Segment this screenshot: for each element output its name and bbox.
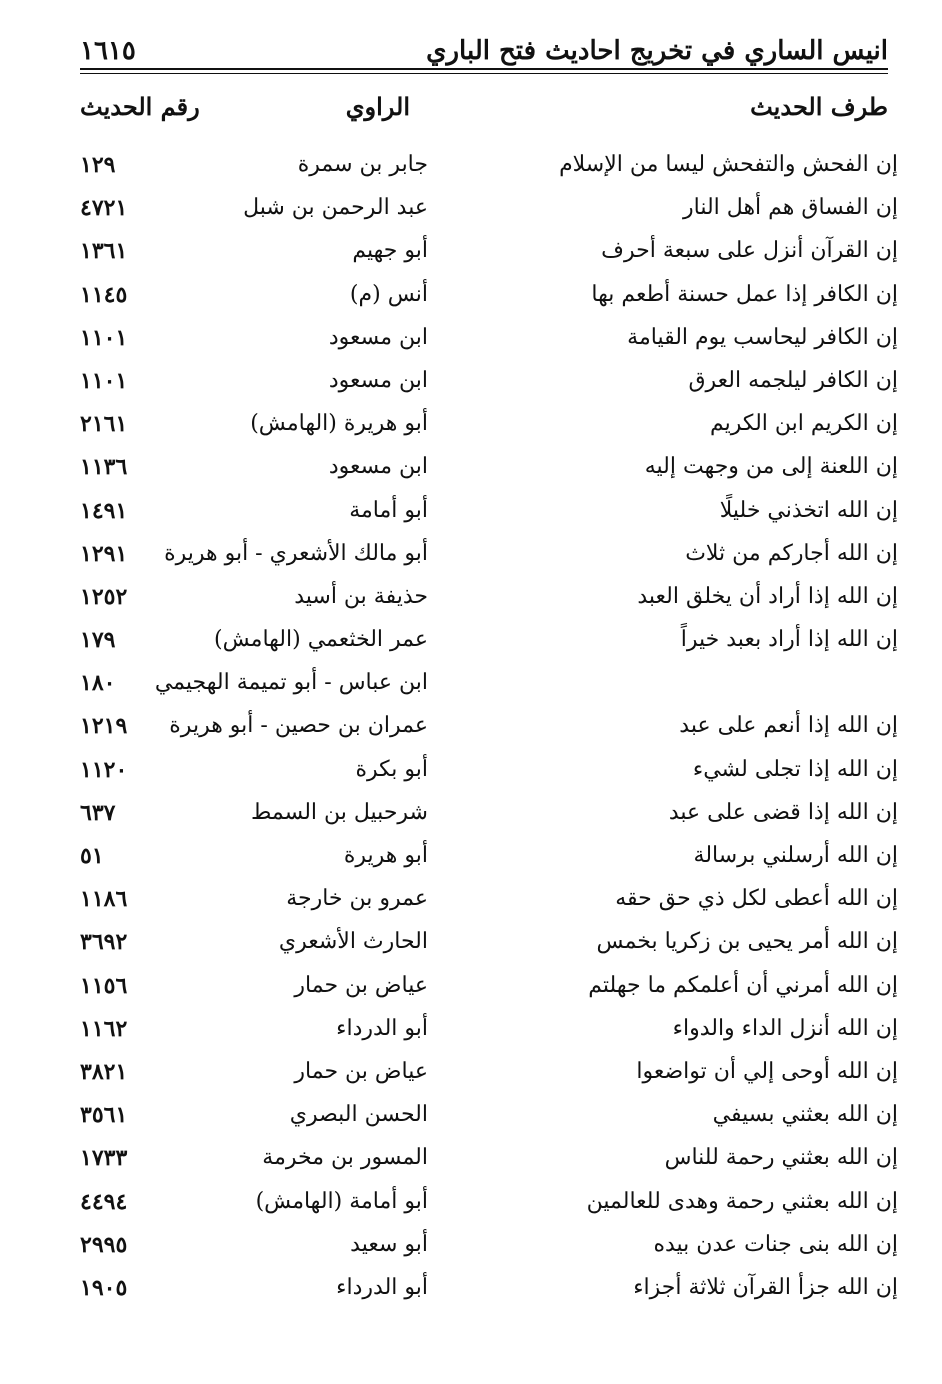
hadith-number: ١٨٠: [80, 670, 116, 697]
hadith-number: ٢٩٩٥: [80, 1231, 128, 1258]
hadith-opening: إن الله أرسلني برسالة: [693, 843, 898, 868]
table-row: [80, 668, 898, 711]
hadith-opening: إن الله إذا أنعم على عبد: [679, 713, 898, 739]
hadith-number: ١١٣٦: [80, 454, 128, 481]
table-row: [80, 323, 898, 366]
hadith-opening: إن اللعنة إلى من وجهت إليه: [644, 454, 898, 480]
table-row: [80, 625, 898, 668]
narrator: ابن مسعود: [328, 454, 428, 480]
hadith-number: ٢١٦١: [80, 411, 128, 438]
hadith-number: ١٢١٩: [80, 713, 128, 740]
narrator: عمران بن حصين - أبو هريرة: [169, 713, 428, 739]
hadith-number: ٦٣٧: [80, 799, 116, 826]
narrator: عمرو بن خارجة: [286, 886, 428, 912]
hadith-number: ١١٨٦: [80, 886, 128, 913]
table-row: [80, 841, 898, 884]
hadith-number: ١٧٩: [80, 627, 116, 654]
hadith-opening: إن الله أوحى إلي أن تواضعوا: [636, 1058, 898, 1084]
narrator: أبو هريرة (الهامش): [250, 411, 428, 437]
hadith-opening: إن الله أمرني أن أعلمكم ما جهلتم: [588, 972, 898, 998]
hadith-opening: إن الله أمر يحيى بن زكريا بخمس: [596, 929, 898, 955]
table-row: [80, 927, 898, 970]
hadith-number: ٣٨٢١: [80, 1058, 128, 1085]
hadith-opening: إن الله إذا تجلى لشيء: [692, 756, 898, 782]
header-rule-thick: [80, 68, 888, 70]
hadith-opening: إن الله إذا أراد أن يخلق العبد: [637, 583, 898, 609]
narrator: أبو الدرداء: [336, 1015, 428, 1041]
narrator: ابن عباس - أبو تميمة الهجيمي: [154, 670, 428, 696]
table-row: [80, 1273, 898, 1316]
table-row: [80, 193, 898, 236]
hadith-opening: إن الكريم ابن الكريم: [710, 411, 898, 437]
hadith-number: ١٢٥٢: [80, 583, 128, 610]
table-row: [80, 1143, 898, 1186]
hadith-opening: إن الله اتخذني خليلًا: [719, 497, 898, 523]
hadith-opening: إن الكافر إذا عمل حسنة أطعم بها: [591, 281, 898, 307]
narrator: ابن مسعود: [328, 367, 428, 393]
narrator: أبو الدرداء: [336, 1274, 428, 1300]
table-row: [80, 452, 898, 495]
table-row: [80, 150, 898, 193]
narrator: الحارث الأشعري: [278, 929, 428, 955]
narrator: أبو أمامة: [349, 497, 428, 523]
narrator: المسور بن مخرمة: [262, 1145, 428, 1171]
table-row: [80, 539, 898, 582]
hadith-number: ٤٤٩٤: [80, 1188, 128, 1215]
hadith-number: ١٩٠٥: [80, 1274, 128, 1301]
hadith-number: ٣٥٦١: [80, 1102, 128, 1129]
hadith-number: ١١٤٥: [80, 281, 128, 308]
narrator: ابن مسعود: [328, 324, 428, 350]
narrator: الحسن البصري: [289, 1102, 428, 1128]
table-row: [80, 1230, 898, 1273]
hadith-opening: إن الله أجاركم من ثلاث: [685, 540, 898, 566]
hadith-number: ١٣٦١: [80, 238, 128, 265]
narrator: عبد الرحمن بن شبل: [243, 195, 428, 221]
narrator: أبو هريرة: [343, 843, 428, 868]
hadith-opening: إن الفساق هم أهل النار: [683, 195, 898, 221]
hadith-opening: إن الله بعثني بسيفي: [712, 1102, 898, 1128]
narrator: أنس (م): [349, 281, 428, 307]
narrator: أبو سعيد: [350, 1231, 428, 1257]
column-header-rawi: الراوي: [345, 92, 410, 121]
table-row: [80, 1100, 898, 1143]
hadith-number: ١٢٩١: [80, 540, 128, 567]
hadith-number: ٥١: [80, 843, 104, 869]
table-row: [80, 884, 898, 927]
page-header: [80, 22, 888, 66]
narrator: عياض بن حمار: [294, 1058, 428, 1084]
column-header-raqm: رقم الحديث: [80, 92, 200, 121]
table-row: [80, 496, 898, 539]
hadith-number: ٤٧٢١: [80, 195, 128, 222]
table-row: [80, 711, 898, 754]
hadith-opening: إن الله أنزل الداء والدواء: [672, 1015, 898, 1041]
hadith-number: ١١٢٠: [80, 756, 128, 783]
hadith-opening: إن الله بنى جنات عدن بيده: [653, 1231, 898, 1257]
hadith-number: ٣٦٩٢: [80, 929, 128, 956]
table-row: [80, 236, 898, 279]
hadith-opening: إن الله إذا قضى على عبد: [668, 799, 898, 825]
hadith-index-table: [80, 150, 898, 1316]
table-row: [80, 582, 898, 625]
hadith-number: ١١٥٦: [80, 972, 128, 999]
hadith-number: ١١٠١: [80, 367, 128, 394]
hadith-number: ١٢٩: [80, 152, 116, 178]
table-row: [80, 366, 898, 409]
narrator: أبو بكرة: [355, 756, 428, 782]
hadith-opening: إن الله إذا أراد بعبد خيراً: [680, 627, 898, 653]
hadith-opening: إن الفحش والتفحش ليسا من الإسلام: [559, 152, 898, 177]
hadith-opening: إن القرآن أنزل على سبعة أحرف: [601, 238, 898, 264]
narrator: حذيفة بن أسيد: [294, 583, 428, 609]
table-row: [80, 755, 898, 798]
narrator: أبو أمامة (الهامش): [255, 1188, 428, 1214]
hadith-opening: إن الكافر ليلجمه العرق: [688, 367, 898, 393]
page-number: ١٦١٥: [80, 36, 136, 66]
column-headers: [80, 92, 888, 132]
narrator: أبو جهيم: [352, 238, 428, 264]
book-title: انيس الساري في تخريج احاديث فتح الباري: [426, 36, 888, 66]
column-header-tarf: طرف الحديث: [750, 92, 888, 121]
hadith-opening: إن الكافر ليحاسب يوم القيامة: [627, 324, 898, 350]
narrator: شرحبيل بن السمط: [250, 799, 428, 825]
table-row: [80, 971, 898, 1014]
hadith-opening: إن الله بعثني رحمة وهدى للعالمين: [586, 1188, 898, 1214]
narrator: أبو مالك الأشعري - أبو هريرة: [164, 540, 428, 566]
table-row: [80, 1014, 898, 1057]
header-rule-thin: [80, 73, 888, 74]
table-row: [80, 409, 898, 452]
table-row: [80, 1057, 898, 1100]
hadith-number: ١١٦٢: [80, 1015, 128, 1042]
table-row: [80, 1187, 898, 1230]
narrator: عمر الخثعمي (الهامش): [214, 627, 428, 653]
hadith-opening: إن الله أعطى لكل ذي حق حقه: [615, 886, 898, 912]
hadith-opening: إن الله جزأ القرآن ثلاثة أجزاء: [633, 1274, 898, 1300]
narrator: جابر بن سمرة: [297, 152, 428, 177]
hadith-number: ١٧٣٣: [80, 1145, 128, 1172]
hadith-number: ١١٠١: [80, 324, 128, 351]
table-row: [80, 280, 898, 323]
table-row: [80, 798, 898, 841]
hadith-opening: إن الله بعثني رحمة للناس: [664, 1145, 898, 1171]
narrator: عياض بن حمار: [294, 972, 428, 998]
hadith-number: ١٤٩١: [80, 497, 128, 524]
